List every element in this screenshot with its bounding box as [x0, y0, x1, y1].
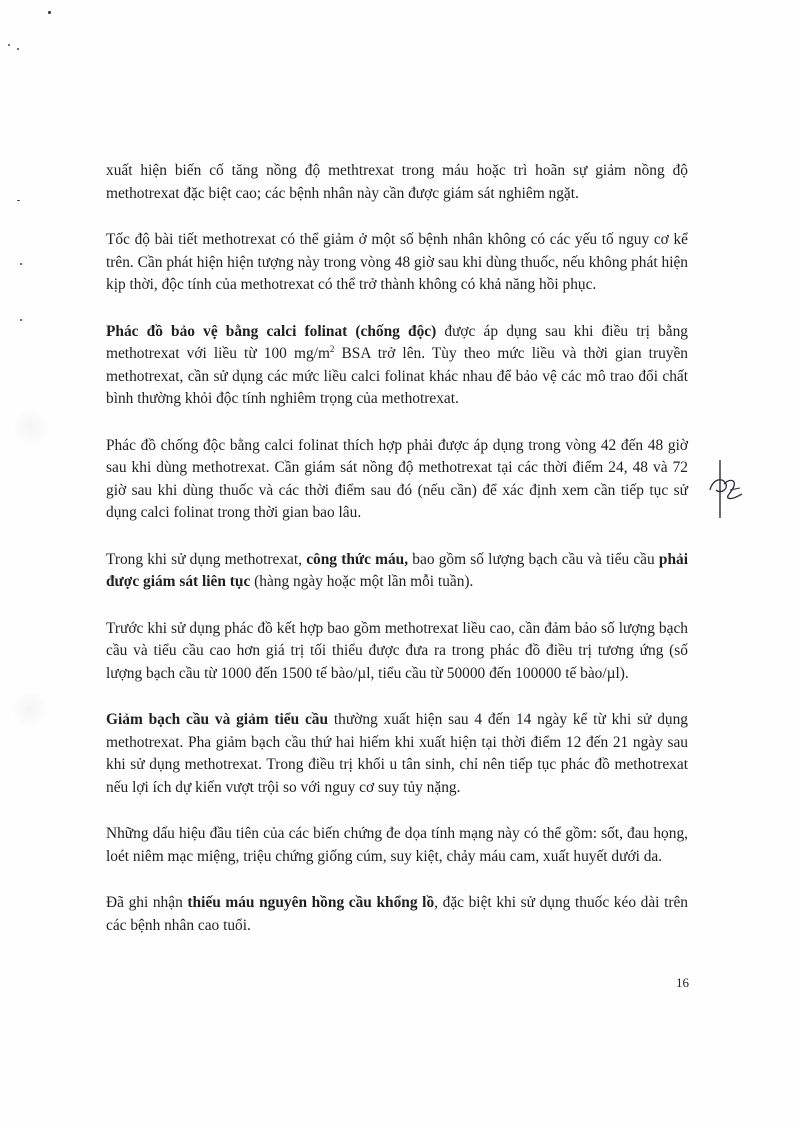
paragraph — [106, 892, 688, 937]
bold-text-run: thiếu máu nguyên hồng cầu khổng lồ — [187, 894, 435, 911]
paragraph — [106, 229, 688, 297]
text-run: , đặc biệt khi sử dụng thuốc kéo dài trên các bệnh nhân cao tuổi. — [106, 894, 689, 934]
scan-speck — [48, 11, 51, 14]
page-number: 16 — [676, 975, 689, 990]
text-run: được áp dụng sau khi điều trị bằng methotrexat với liều từ 100 mg/m — [106, 322, 688, 362]
bold-text-run: phải được giám sát liên tục — [106, 550, 689, 590]
text-run: Trước khi sử dụng phác đồ kết hợp bao gồm methotrexat liều cao, cần đảm bảo số lượng bạch cầu và tiểu cầu cao hơn giá trị tối thiểu được đưa ra trong phác đồ điều trị tương ứng (số lượng bạch cầu từ 1000 đến 1500 tế bào/µl, tiểu cầu từ 50000 đến 100000 tế bào/µl). — [106, 619, 688, 682]
paragraph — [106, 435, 688, 525]
superscript-text: 2 — [329, 343, 335, 354]
punch-hole-mark — [12, 692, 46, 726]
text-run: bao gồm số lượng bạch cầu và tiểu cầu — [408, 550, 659, 568]
paragraph — [106, 549, 688, 594]
scan-speck — [17, 200, 20, 201]
bold-text-run: Phác đồ bảo vệ bằng calci folinat (chống độc) — [106, 322, 437, 340]
signature-initials — [706, 458, 756, 520]
document-body — [106, 160, 688, 961]
scan-speck — [17, 48, 19, 50]
bold-text-run: công thức máu, — [306, 550, 409, 568]
paragraph — [106, 823, 688, 868]
text-run: Trong khi sử dụng methotrexat, — [106, 550, 307, 568]
text-run: Đã ghi nhận — [106, 894, 188, 911]
punch-hole-mark — [14, 410, 48, 444]
paragraph — [106, 321, 688, 411]
bold-text-run: Giảm bạch cầu và giảm tiểu cầu — [106, 711, 329, 728]
text-run: Tốc độ bài tiết methotrexat có thể giảm ở một số bệnh nhân không có các yếu tố nguy cơ kể trên. Cần phát hiện hiện tượng này trong vòng 48 giờ sau khi dùng thuốc, nếu không phát hiện kịp thời, độc tính của methotrexat có thể trở thành không có khả năng hồi phục. — [106, 231, 688, 293]
text-run: BSA trở lên. Tùy theo mức liều và thời gian truyền methotrexat, cần sử dụng các mức liều calci folinat khác nhau để bảo vệ các mô trao đổi chất bình thường khỏi độc tính nghiêm trọng của methotrexat. — [106, 345, 688, 407]
scan-speck — [20, 263, 22, 265]
text-run: xuất hiện biến cố tăng nồng độ methtrexat trong máu hoặc trì hoãn sự giảm nồng độ methotrexat đặc biệt cao; các bệnh nhân này cần được giám sát nghiêm ngặt. — [106, 162, 688, 202]
paragraph — [106, 709, 688, 799]
scan-speck — [20, 319, 22, 321]
text-run: Những dấu hiệu đầu tiên của các biến chứng đe dọa tính mạng này có thể gồm: sốt, đau họng, loét niêm mạc miệng, triệu chứng giống cúm, suy kiệt, chảy máu cam, xuất huyết dưới da. — [106, 825, 688, 865]
text-run: thường xuất hiện sau 4 đến 14 ngày kể từ khi sử dụng methotrexat. Pha giảm bạch cầu thứ hai hiếm khi xuất hiện tại thời điểm 12 đến 21 ngày sau khi sử dụng methotrexat. Trong điều trị khối u tân sinh, chỉ nên tiếp tục phác đồ methotrexat nếu lợi ích dự kiến vượt trội so với nguy cơ suy tủy nặng. — [106, 711, 688, 796]
paragraph — [106, 618, 688, 686]
text-run: (hàng ngày hoặc một lần mỗi tuần). — [250, 573, 474, 590]
text-run: Phác đồ chống độc bằng calci folinat thích hợp phải được áp dụng trong vòng 42 đến 48 giờ sau khi dùng methotrexat. Cần giám sát nồng độ methotrexat tại các thời điểm 24, 48 và 72 giờ sau khi dùng thuốc và các thời điểm sau đó (nếu cần) để xác định xem cần tiếp tục sử dụng calci folinat trong thời gian bao lâu. — [106, 436, 688, 521]
scan-speck — [8, 44, 10, 46]
paragraph — [106, 160, 688, 205]
